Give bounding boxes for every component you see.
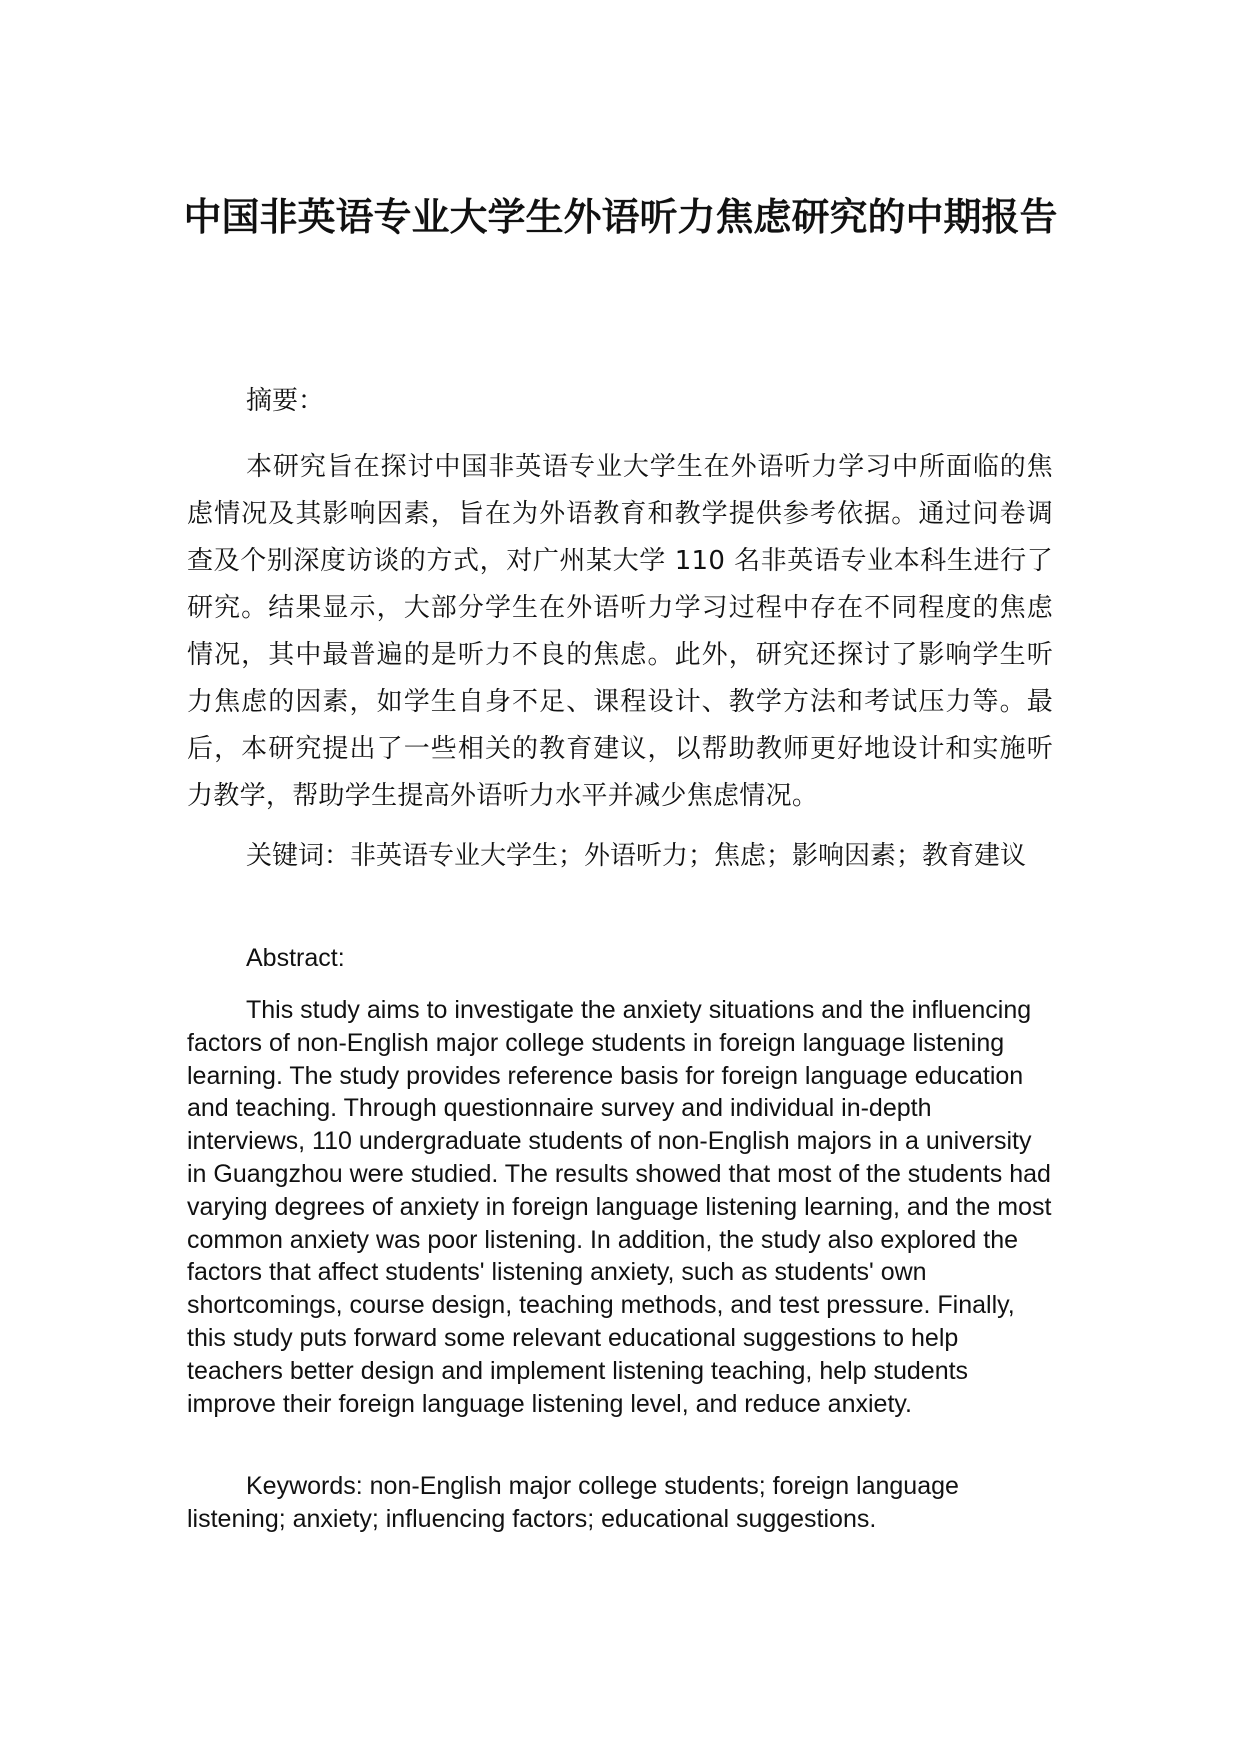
english-keywords: Keywords: non-English major college students; foreign language listening; anxiety; influencing factors; educational suggestions. bbox=[187, 1472, 959, 1533]
english-abstract-body: This study aims to investigate the anxiety situations and the influencing factors of non-English major college students in foreign language listening learning. The study provides reference basis for foreign language education and teaching. Through questionnaire survey and individual in-depth interviews, 110 undergraduate students of non-English majors in a university in Guangzhou were studied. The results showed that most of the students had varying degrees of anxiety in foreign language listening learning, and the most common anxiety was poor listening. In addition, the study also explored the factors that affect students' listening anxiety, such as students' own shortcomings, course design, teaching methods, and test pressure. Finally, this study puts forward some relevant educational suggestions to help teachers better design and implement listening teaching, help students improve their foreign language listening level, and reduce anxiety. bbox=[187, 996, 1052, 1418]
document-title: 中国非英语专业大学生外语听力焦虑研究的中期报告 bbox=[183, 195, 1058, 239]
chinese-abstract-label: 摘要： bbox=[246, 386, 325, 416]
english-abstract-label: Abstract: bbox=[246, 944, 345, 972]
chinese-abstract-body: 本研究旨在探讨中国非英语专业大学生在外语听力学习中所面临的焦虑情况及其影响因素，旨在为外语教育和教学提供参考依据。通过问卷调查及个别深度访谈的方式，对广州某大学 110 名非英语专业本科生进行了研究。结果显示，大部分学生在外语听力学习过程中存在不同程度的焦虑情况，其中最普遍的是听力不良的焦虑。此外，研究还探讨了影响学生听力焦虑的因素，如学生自身不足、课程设计、教学方法和考试压力等。最后，本研究提出了一些相关的教育建议，以帮助教师更好地设计和实施听力教学，帮助学生提高外语听力水平并减少焦虑情况。 bbox=[187, 452, 1053, 811]
chinese-keywords: 关键词：非英语专业大学生；外语听力；焦虑；影响因素；教育建议 bbox=[246, 841, 1027, 871]
